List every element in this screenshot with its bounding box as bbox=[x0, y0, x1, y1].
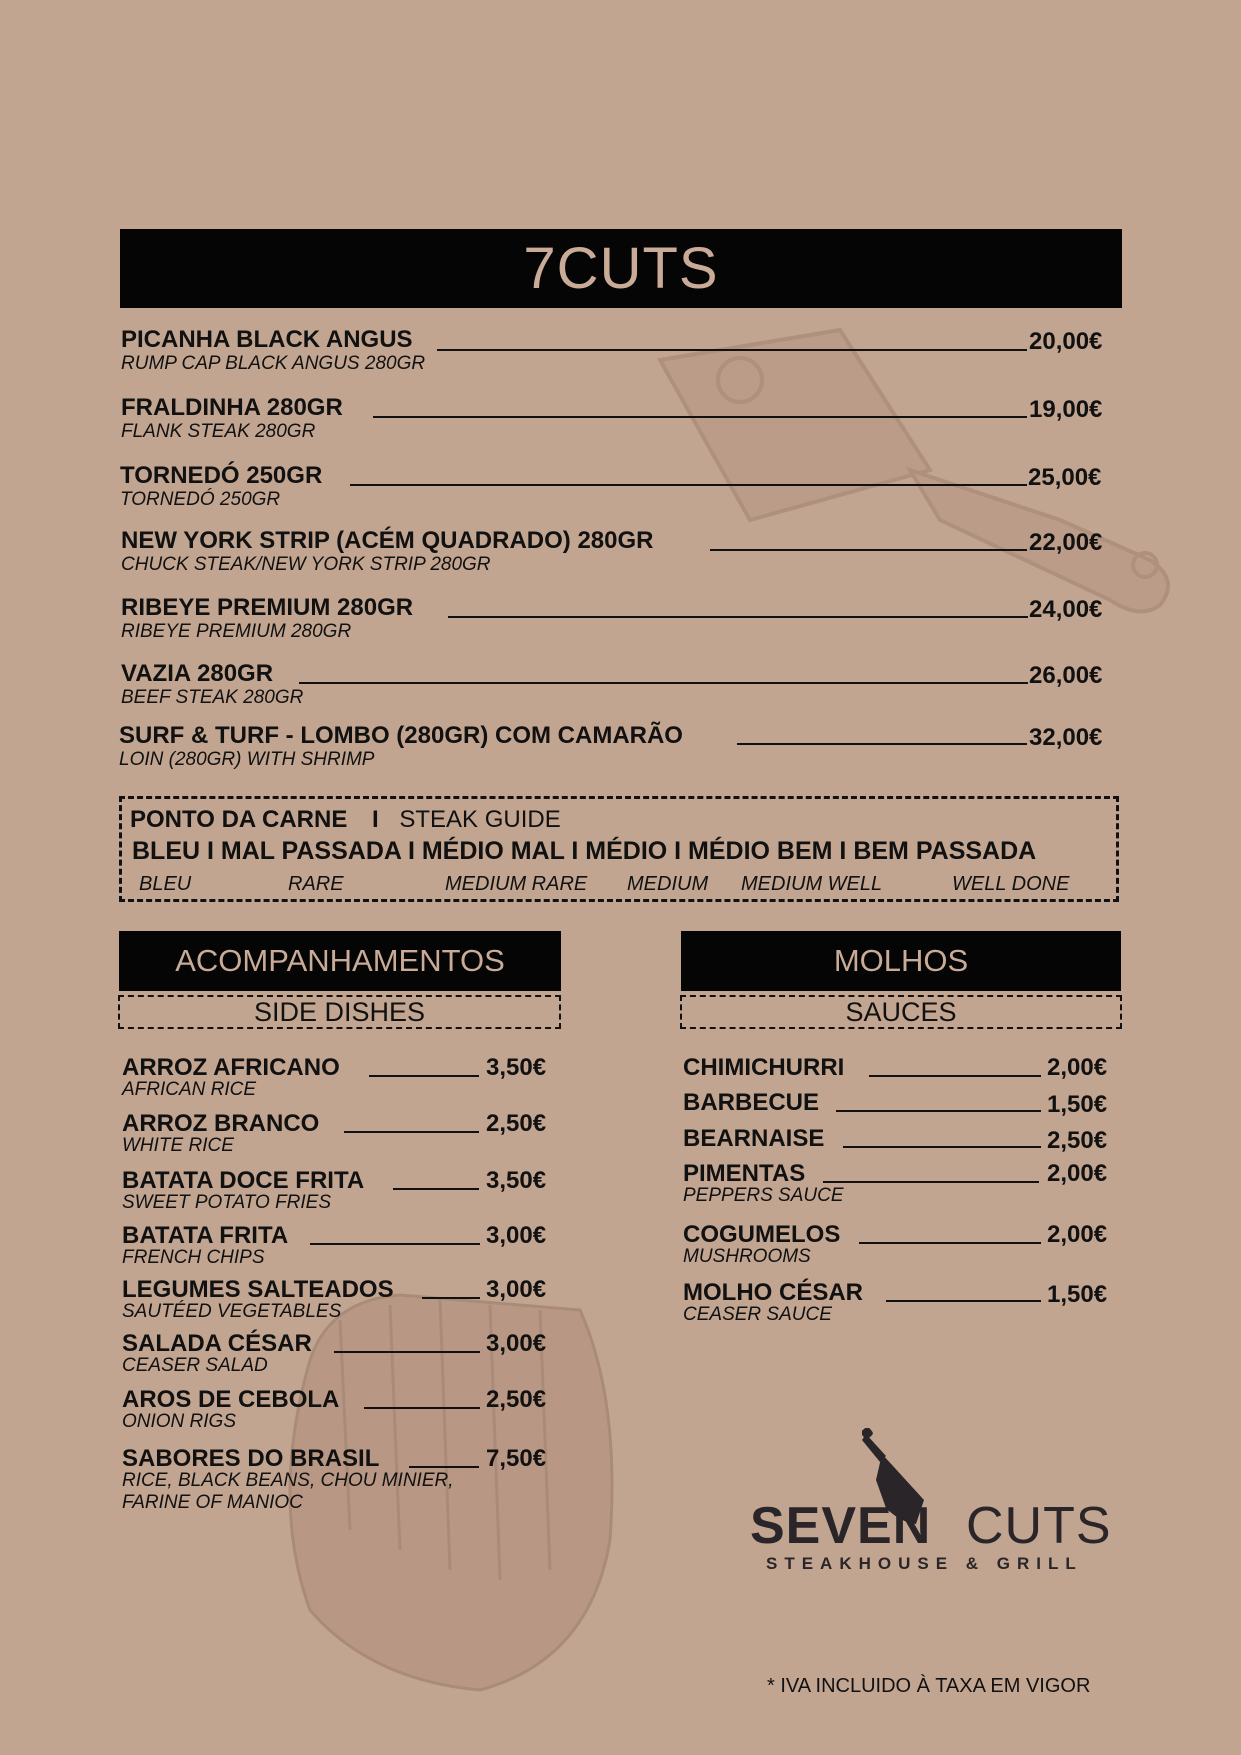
sauces-heading: MOLHOS bbox=[681, 931, 1121, 991]
steak-guide-levels: BLEU I MAL PASSADA I MÉDIO MAL I MÉDIO I MÉDIO BEM I BEM PASSADA bbox=[132, 837, 1037, 865]
item-translation: MUSHROOMS bbox=[683, 1246, 811, 1267]
leader-line bbox=[422, 1297, 480, 1299]
item-translation: AFRICAN RICE bbox=[122, 1079, 257, 1100]
leader-line bbox=[836, 1110, 1041, 1112]
item-price: 19,00€ bbox=[1029, 396, 1103, 423]
steak-guide-separator: I bbox=[372, 806, 379, 833]
leader-line bbox=[344, 1131, 479, 1133]
item-name: ARROZ BRANCO bbox=[122, 1110, 320, 1137]
logo-tagline: STEAKHOUSE & GRILL bbox=[766, 1554, 1083, 1573]
item-translation: BEEF STEAK 280GR bbox=[121, 687, 304, 708]
item-name: CHIMICHURRI bbox=[683, 1054, 845, 1081]
level-en: BLEU bbox=[139, 873, 192, 895]
item-price: 2,50€ bbox=[486, 1386, 547, 1413]
item-translation: WHITE RICE bbox=[122, 1135, 234, 1156]
page-title: 7CUTS bbox=[120, 229, 1122, 308]
item-translation: ONION RIGS bbox=[122, 1411, 237, 1432]
item-price: 32,00€ bbox=[1029, 724, 1103, 751]
item-name: FRALDINHA 280GR bbox=[121, 394, 343, 421]
leader-line bbox=[823, 1181, 1039, 1183]
steak-guide-heading bbox=[130, 806, 561, 834]
leader-line bbox=[369, 1075, 479, 1077]
item-translation: SAUTÉED VEGETABLES bbox=[122, 1301, 342, 1322]
item-name: SURF & TURF - LOMBO (280GR) COM CAMARÃO bbox=[119, 722, 683, 749]
item-price: 3,50€ bbox=[486, 1054, 547, 1081]
item-name: PIMENTAS bbox=[683, 1160, 806, 1187]
leader-line bbox=[437, 349, 1027, 351]
item-price: 3,00€ bbox=[486, 1276, 547, 1303]
leader-line bbox=[448, 616, 1028, 618]
leader-line bbox=[393, 1188, 479, 1190]
item-translation: FRENCH CHIPS bbox=[122, 1247, 265, 1268]
logo-seven: SEVEN bbox=[750, 1497, 932, 1555]
item-name: PICANHA BLACK ANGUS bbox=[121, 326, 413, 353]
item-price: 22,00€ bbox=[1029, 529, 1103, 556]
leader-line bbox=[859, 1242, 1041, 1244]
item-translation: SWEET POTATO FRIES bbox=[122, 1192, 332, 1213]
item-price: 3,00€ bbox=[486, 1330, 547, 1357]
leader-line bbox=[869, 1075, 1041, 1077]
item-name: COGUMELOS bbox=[683, 1221, 841, 1248]
item-translation: LOIN (280GR) WITH SHRIMP bbox=[119, 749, 375, 770]
item-price: 2,50€ bbox=[1047, 1127, 1108, 1154]
item-price: 26,00€ bbox=[1029, 662, 1103, 689]
item-translation: RICE, BLACK BEANS, CHOU MINIER, bbox=[122, 1470, 454, 1491]
item-translation: CEASER SAUCE bbox=[683, 1304, 832, 1325]
leader-line bbox=[334, 1351, 480, 1353]
leader-line bbox=[843, 1146, 1041, 1148]
item-name: LEGUMES SALTEADOS bbox=[122, 1276, 394, 1303]
item-price: 3,00€ bbox=[486, 1222, 547, 1249]
leader-line bbox=[710, 549, 1027, 551]
item-name: ARROZ AFRICANO bbox=[122, 1054, 340, 1081]
item-translation: CHUCK STEAK/NEW YORK STRIP 280GR bbox=[121, 554, 491, 575]
leader-line bbox=[310, 1243, 480, 1245]
item-translation: CEASER SALAD bbox=[122, 1355, 268, 1376]
item-name: AROS DE CEBOLA bbox=[122, 1386, 340, 1413]
item-price: 2,00€ bbox=[1047, 1221, 1108, 1248]
item-translation: RUMP CAP BLACK ANGUS 280GR bbox=[121, 353, 426, 374]
item-name: NEW YORK STRIP (ACÉM QUADRADO) 280GR bbox=[121, 527, 654, 554]
item-price: 1,50€ bbox=[1047, 1281, 1108, 1308]
level-en: RARE bbox=[288, 873, 344, 895]
logo bbox=[750, 1428, 1112, 1578]
item-translation: PEPPERS SAUCE bbox=[683, 1185, 844, 1206]
item-price: 2,00€ bbox=[1047, 1054, 1108, 1081]
item-price: 7,50€ bbox=[486, 1445, 547, 1472]
level-en: MEDIUM WELL bbox=[741, 873, 883, 895]
cleaver-sketch-icon bbox=[640, 320, 1200, 630]
item-translation-line2: FARINE OF MANIOC bbox=[122, 1492, 303, 1513]
leader-line bbox=[886, 1300, 1041, 1302]
level-en: MEDIUM RARE bbox=[445, 873, 588, 895]
item-price: 2,00€ bbox=[1047, 1160, 1108, 1187]
level-en: MEDIUM bbox=[627, 873, 709, 895]
item-name: VAZIA 280GR bbox=[121, 660, 274, 687]
item-translation: RIBEYE PREMIUM 280GR bbox=[121, 621, 352, 642]
steak-guide bbox=[119, 796, 1119, 902]
item-price: 1,50€ bbox=[1047, 1091, 1108, 1118]
item-name: BATATA DOCE FRITA bbox=[122, 1167, 365, 1194]
item-price: 3,50€ bbox=[486, 1167, 547, 1194]
leader-line bbox=[364, 1407, 480, 1409]
item-name: MOLHO CÉSAR bbox=[683, 1279, 863, 1306]
sauces-subheading: SAUCES bbox=[680, 995, 1122, 1029]
item-name: BARBECUE bbox=[683, 1089, 820, 1116]
steak-guide-title-pt: PONTO DA CARNE bbox=[130, 806, 348, 833]
leader-line bbox=[409, 1466, 479, 1468]
item-name: BEARNAISE bbox=[683, 1125, 825, 1152]
tax-footnote: * IVA INCLUIDO À TAXA EM VIGOR bbox=[767, 1675, 1091, 1697]
leader-line bbox=[299, 682, 1028, 684]
leader-line bbox=[373, 416, 1027, 418]
logo-cuts: CUTS bbox=[966, 1497, 1112, 1555]
sides-heading: ACOMPANHAMENTOS bbox=[119, 931, 561, 991]
item-translation: TORNEDÓ 250GR bbox=[120, 489, 281, 510]
sides-subheading: SIDE DISHES bbox=[118, 995, 561, 1029]
item-name: SABORES DO BRASIL bbox=[122, 1445, 380, 1472]
item-price: 2,50€ bbox=[486, 1110, 547, 1137]
item-translation: FLANK STEAK 280GR bbox=[121, 421, 316, 442]
item-name: RIBEYE PREMIUM 280GR bbox=[121, 594, 414, 621]
steak-guide-title-en: STEAK GUIDE bbox=[399, 806, 561, 833]
leader-line bbox=[350, 484, 1027, 486]
level-en: WELL DONE bbox=[952, 873, 1070, 895]
item-price: 24,00€ bbox=[1029, 596, 1103, 623]
leader-line bbox=[737, 743, 1027, 745]
item-name: TORNEDÓ 250GR bbox=[120, 462, 323, 489]
item-name: SALADA CÉSAR bbox=[122, 1330, 312, 1357]
item-name: BATATA FRITA bbox=[122, 1222, 289, 1249]
item-price: 20,00€ bbox=[1029, 328, 1103, 355]
item-price: 25,00€ bbox=[1028, 464, 1102, 491]
